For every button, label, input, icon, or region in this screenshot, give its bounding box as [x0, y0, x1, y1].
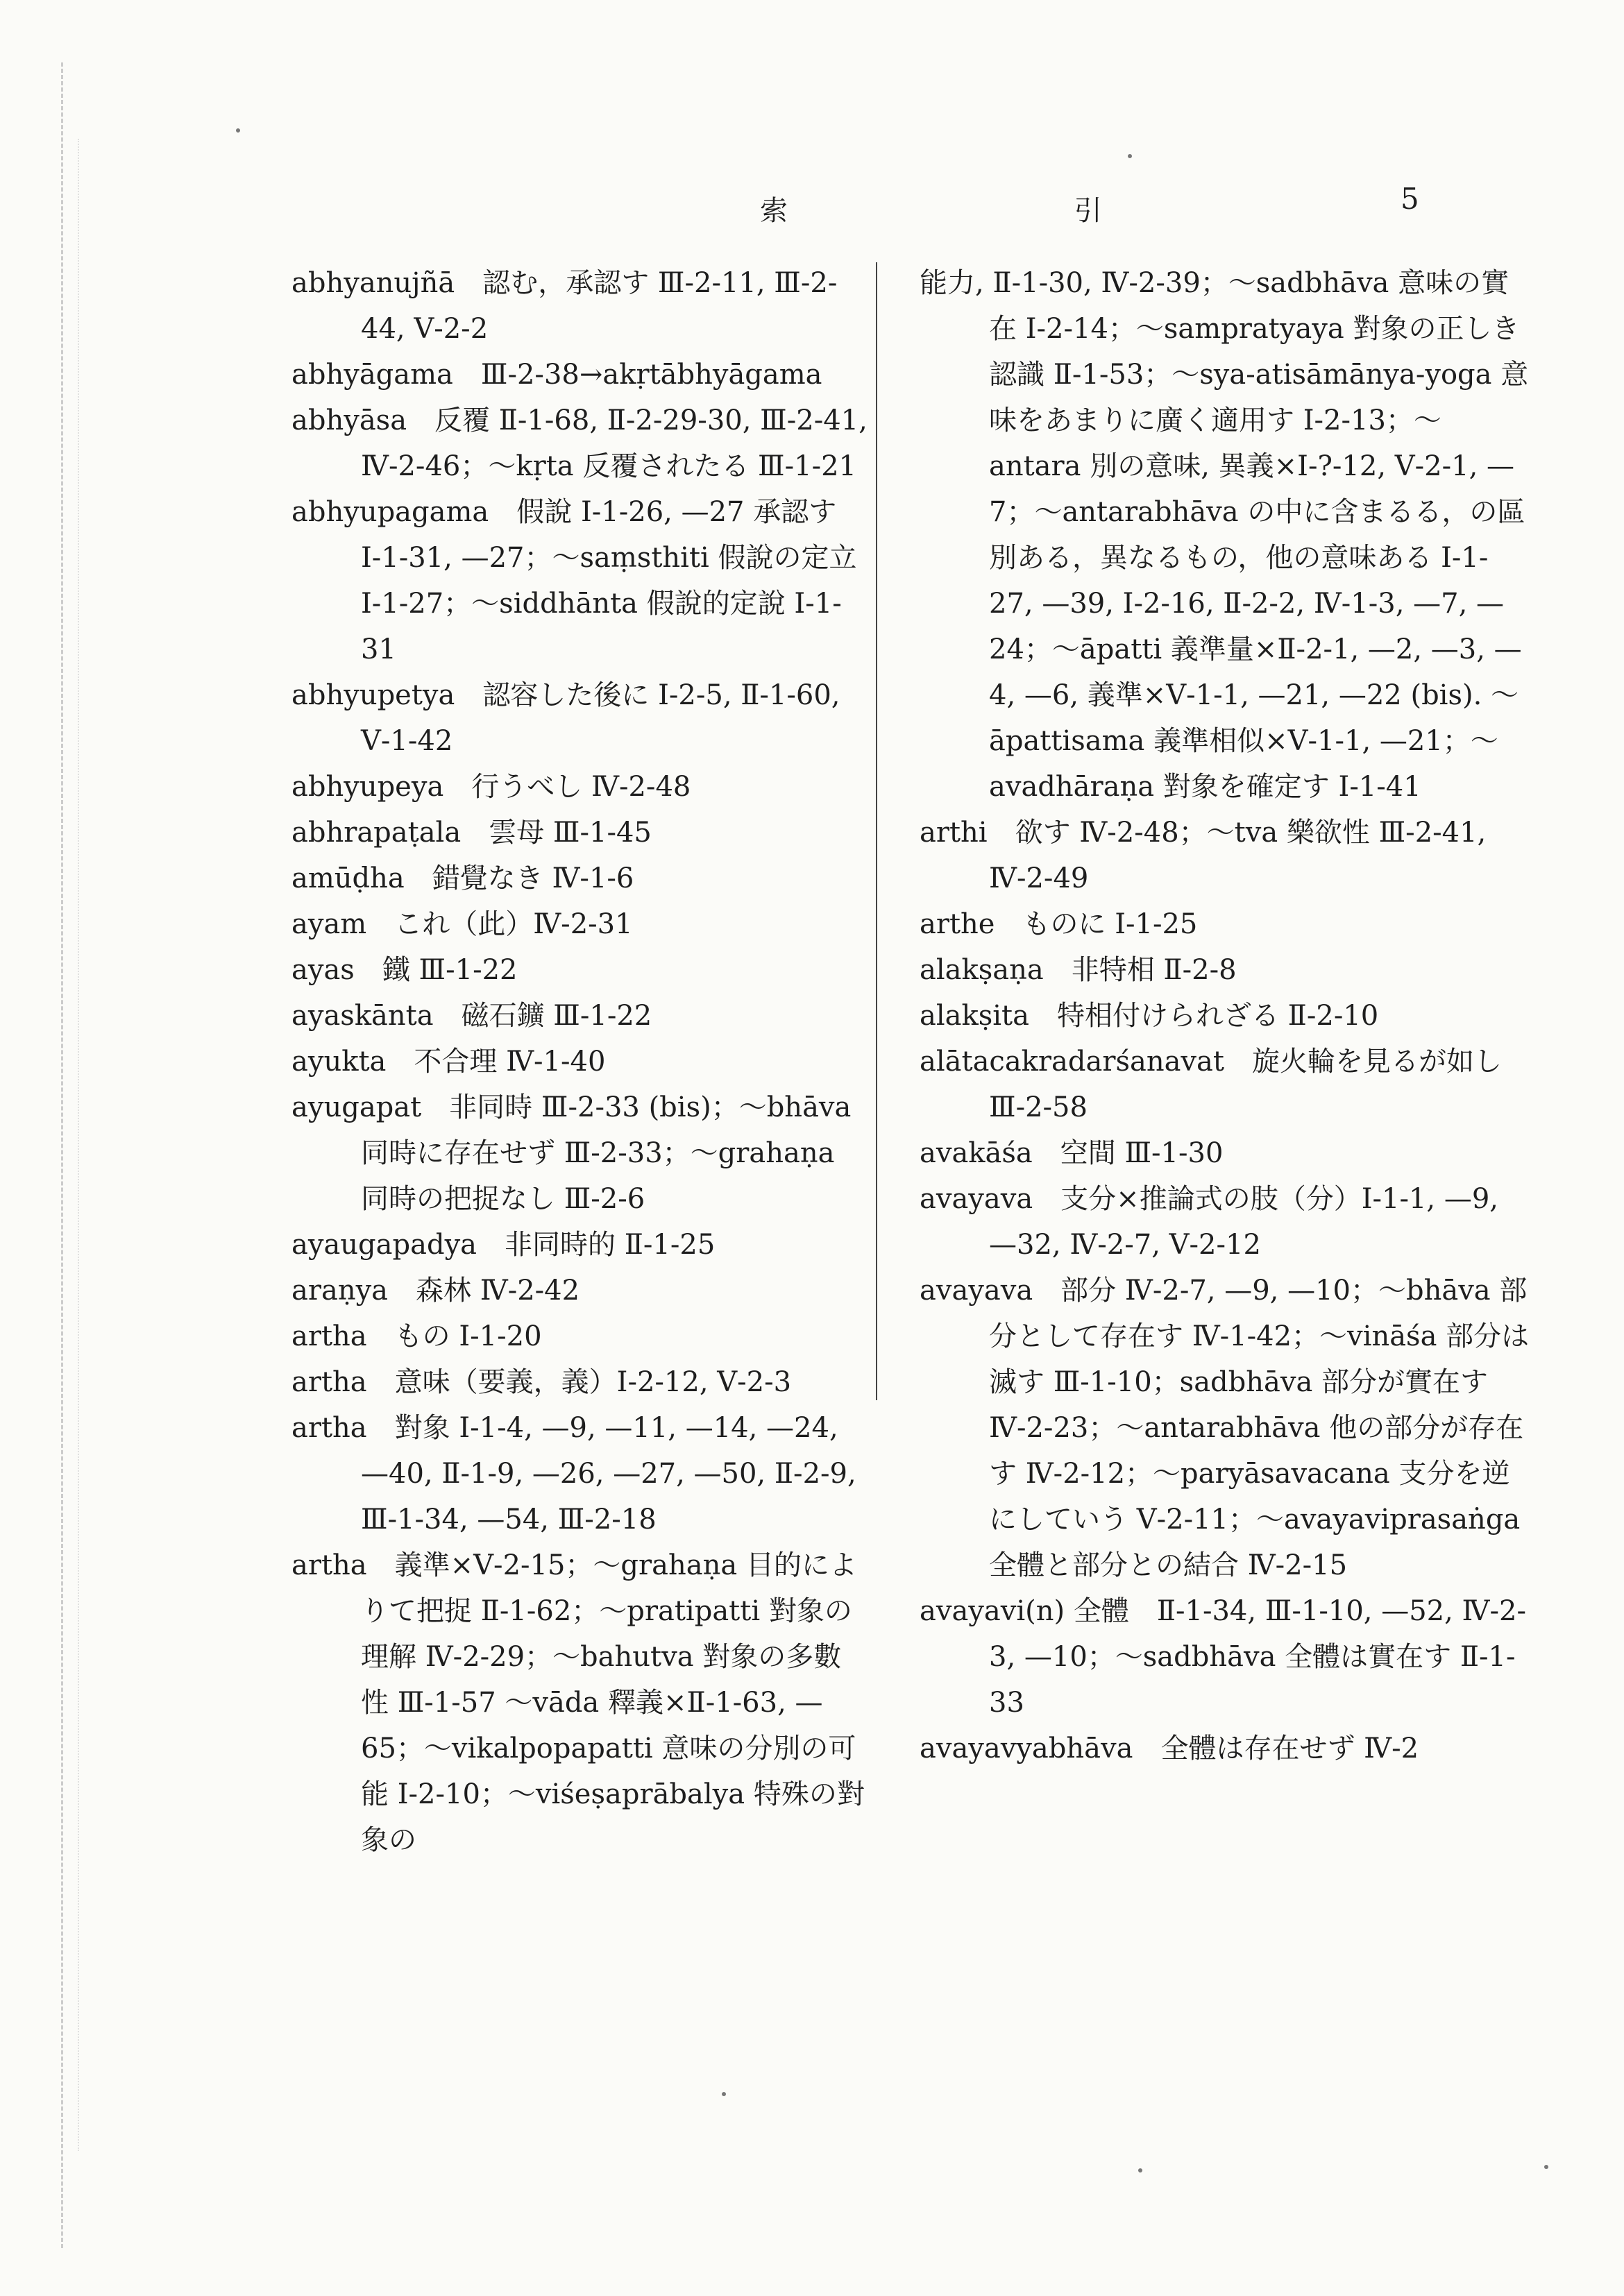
- index-entry: araṇya 森林 Ⅳ-2-42: [291, 1275, 580, 1307]
- index-entry: abhrapaṭala 雲母 Ⅲ-1-45: [291, 817, 652, 849]
- index-entry: ayas 鐵 Ⅲ-1-22: [291, 954, 518, 986]
- index-entry-continued: 能力, Ⅱ-1-30, Ⅳ-2-39；～sadbhāva 意味の實在 Ⅰ-2-14；～sampratyaya 對象の正しき認識 Ⅱ-1-53；～sya-atisāmānya-yoga 意味をあまりに廣く適用す Ⅰ-2-13；～antara 別の意味, 異義×Ⅰ-?-12, Ⅴ-2-1, —7；～antarabhāva の中に含まるる，の區別ある，異なるもの，他の意味ある Ⅰ-1-27, —39, Ⅰ-2-16, Ⅱ-2-2, Ⅳ-1-3, —7, —24；～āpatti 義準量×Ⅱ-2-1, —2, —3, —4, —6, 義準×Ⅴ-1-1, —21, —22 (bis). ～āpattisama 義準相似×Ⅴ-1-1, —21；～avadhāraṇa 對象を確定す Ⅰ-1-41: [920, 267, 1529, 803]
- index-entry: ayaugapadya 非同時的 Ⅱ-1-25: [291, 1229, 716, 1261]
- index-entry: amūḍha 錯覺なき Ⅳ-1-6: [291, 862, 634, 894]
- index-entry: abhyupetya 認容した後に Ⅰ-2-5, Ⅱ-1-60, Ⅴ-1-42: [291, 679, 840, 757]
- index-entry: abhyupagama 假說 Ⅰ-1-26, —27 承認す Ⅰ-1-31, —27；～saṃsthiti 假說の定立 Ⅰ-1-27；～siddhānta 假說的定說 Ⅰ-1-31: [291, 496, 857, 665]
- index-entry: artha 對象 Ⅰ-1-4, —9, —11, —14, —24, —40, Ⅱ-1-9, —26, —27, —50, Ⅱ-2-9, Ⅲ-1-34, —54, Ⅲ-2-18: [291, 1412, 856, 1536]
- index-entry: arthe ものに Ⅰ-1-25: [920, 908, 1198, 940]
- index-entry: abhyanujñā 認む，承認す Ⅲ-2-11, Ⅲ-2-44, Ⅴ-2-2: [291, 267, 838, 345]
- column-divider: [876, 262, 877, 1400]
- index-entry: avayava 部分 Ⅳ-2-7, —9, —10；～bhāva 部分として存在す Ⅳ-1-42；～vināśa 部分は滅す Ⅲ-1-10；sadbhāva 部分が實在す Ⅳ-2-23；～antarabhāva 他の部分が存在す Ⅳ-2-12；～paryāsavacana 支分を逆にしていう Ⅴ-2-11；～avayaviprasaṅga 全體と部分との結合 Ⅳ-2-15: [920, 1275, 1530, 1581]
- index-entry: artha もの Ⅰ-1-20: [291, 1320, 542, 1352]
- index-column-right: [920, 260, 1530, 1771]
- index-entry: arthi 欲す Ⅳ-2-48；～tva 樂欲性 Ⅲ-2-41, Ⅳ-2-49: [920, 817, 1487, 894]
- index-entry: avayavyabhāva 全體は存在せず Ⅳ-2: [920, 1733, 1419, 1764]
- index-entry: ayaskānta 磁石鑛 Ⅲ-1-22: [291, 1000, 652, 1032]
- index-entry: avayava 支分×推論式の肢（分）Ⅰ-1-1, —9, —32, Ⅳ-2-7, Ⅴ-2-12: [920, 1183, 1499, 1261]
- index-entry: abhyāsa 反覆 Ⅱ-1-68, Ⅱ-2-29-30, Ⅲ-2-41, Ⅳ-2-46；～kṛta 反覆されたる Ⅲ-1-21: [291, 405, 868, 482]
- index-entry: artha 義準×Ⅴ-2-15；～grahaṇa 目的によりて把捉 Ⅱ-1-62；～pratipatti 對象の理解 Ⅳ-2-29；～bahutva 對象の多數性 Ⅲ-1-57 ～vāda 釋義×Ⅱ-1-63, —65；～vikalpopapatti 意味の分別の可能 Ⅰ-2-10；～viśeṣaprābalya 特殊の對象の: [291, 1549, 865, 1856]
- index-entry: avakāśa 空間 Ⅲ-1-30: [920, 1137, 1224, 1169]
- scan-speck: [1544, 2165, 1548, 2169]
- index-entry: abhyāgama Ⅲ-2-38→akṛtābhyāgama: [291, 359, 822, 391]
- scan-edge-shadow: [61, 62, 74, 2248]
- index-entry: abhyupeya 行うべし Ⅳ-2-48: [291, 771, 691, 803]
- index-entry: alakṣaṇa 非特相 Ⅱ-2-8: [920, 954, 1237, 986]
- index-entry: avayavi(n) 全體 Ⅱ-1-34, Ⅲ-1-10, —52, Ⅳ-2-3, —10；～sadbhāva 全體は實在す Ⅱ-1-33: [920, 1595, 1526, 1719]
- index-entry: artha 意味（要義，義）Ⅰ-2-12, Ⅴ-2-3: [291, 1366, 792, 1398]
- index-column-left: [291, 260, 868, 1863]
- index-entry: alātacakradarśanavat 旋火輪を見るが如し Ⅲ-2-58: [920, 1046, 1502, 1123]
- index-entry: ayam これ（此）Ⅳ-2-31: [291, 908, 633, 940]
- scan-speck: [236, 128, 240, 133]
- index-entry: ayugapat 非同時 Ⅲ-2-33 (bis)；～bhāva 同時に存在せず Ⅲ-2-33；～grahaṇa 同時の把捉なし Ⅲ-2-6: [291, 1091, 852, 1215]
- scan-speck: [1128, 154, 1132, 158]
- scan-speck: [1138, 2168, 1142, 2172]
- page-header-title: 索 引: [760, 195, 1241, 227]
- scan-speck: [722, 2092, 726, 2096]
- index-entry: alakṣita 特相付けられざる Ⅱ-2-10: [920, 1000, 1379, 1032]
- scan-edge-shadow-inner: [78, 139, 82, 2151]
- page-number: 5: [1401, 182, 1419, 216]
- index-entry: ayukta 不合理 Ⅳ-1-40: [291, 1046, 606, 1078]
